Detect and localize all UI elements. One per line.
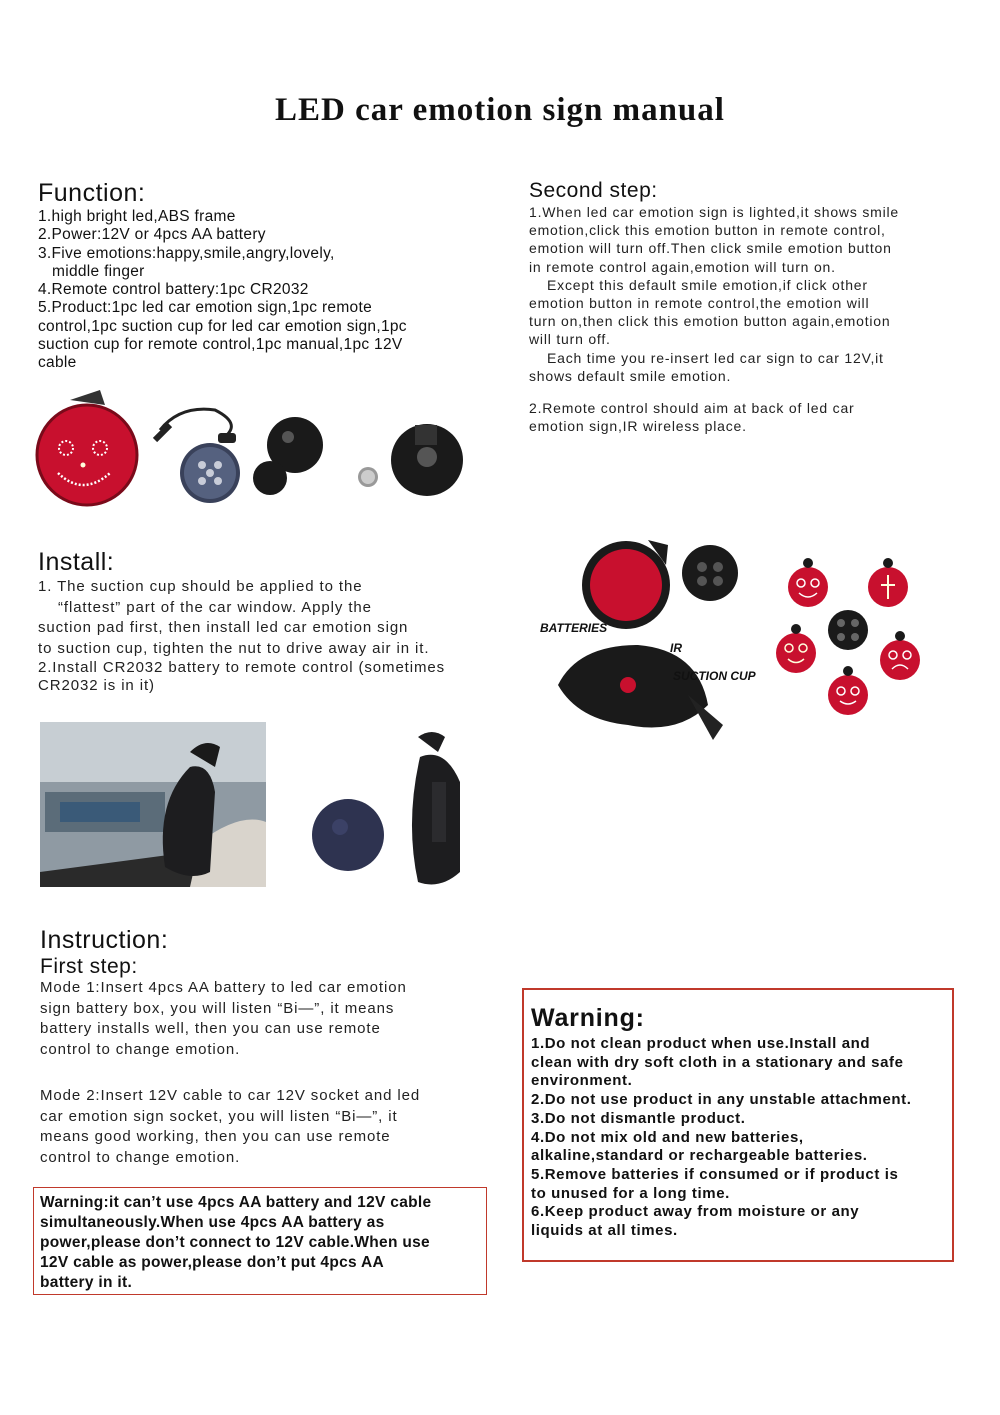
- battery-warning-line: battery in it.: [40, 1274, 133, 1291]
- second-step-line: emotion will turn off.Then click smile emotion button: [529, 240, 892, 257]
- function-item: 3.Five emotions:happy,smile,angry,lovely,: [38, 244, 335, 262]
- function-item: 4.Remote control battery:1pc CR2032: [38, 281, 309, 299]
- mode1-line: sign battery box, you will listen “Bi—”, it means: [40, 999, 395, 1017]
- remote-control-image: [155, 409, 240, 503]
- warning-item: 2.Do not use product in any unstable attachment.: [531, 1091, 912, 1109]
- install-line: 2.Install CR2032 battery to remote control (sometimes: [38, 659, 446, 676]
- warning-heading: Warning:: [531, 1004, 645, 1032]
- first-step-heading: First step:: [40, 955, 138, 978]
- second-step-line: turn on,then click this emotion button again,emotion: [529, 313, 891, 330]
- mode2-line: Mode 2:Insert 12V cable to car 12V socket and led: [40, 1087, 421, 1104]
- function-item: suction cup for remote control,1pc manual,1pc 12V: [38, 336, 403, 354]
- warning-item: 5.Remove batteries if consumed or if product is: [531, 1165, 899, 1183]
- function-item: 2.Power:12V or 4pcs AA battery: [38, 226, 266, 244]
- mode1-line: battery installs well, then you can use remote: [40, 1020, 381, 1037]
- parts-diagram: [538, 535, 968, 750]
- ir-label: IR: [670, 641, 682, 655]
- battery-warning-line: power,please don’t connect to 12V cable.When use: [40, 1234, 430, 1251]
- second-step-line: 2.Remote control should aim at back of led car: [529, 400, 855, 417]
- install-photos: [40, 722, 480, 890]
- second-step-heading: Second step:: [529, 179, 658, 202]
- product-photos: [30, 385, 480, 515]
- function-list: [38, 208, 478, 373]
- second-step-line: Each time you re-insert led car sign to car 12V,it: [547, 349, 884, 366]
- warning-item: 4.Do not mix old and new batteries,: [531, 1128, 804, 1146]
- second-step-text: [529, 203, 959, 435]
- function-item: 5.Product:1pc led car emotion sign,1pc remote: [38, 299, 373, 317]
- remote-back-image: [682, 545, 738, 601]
- warning-item: alkaline,standard or rechargeable batteries.: [531, 1147, 868, 1165]
- second-step-line: shows default smile emotion.: [529, 367, 732, 384]
- battery-warning-box: [33, 1187, 487, 1295]
- second-step-line: 1.When led car emotion sign is lighted,it shows smile: [529, 204, 899, 220]
- second-step-line: will turn off.: [529, 331, 611, 348]
- warning-item: environment.: [531, 1072, 633, 1090]
- install-text: [38, 577, 488, 695]
- mode1-line: Mode 1:Insert 4pcs AA battery to led car emotion: [40, 979, 407, 996]
- second-step-line: Except this default smile emotion,if click other: [547, 276, 868, 293]
- mode2-line: means good working, then you can use remote: [40, 1128, 391, 1145]
- warning-list: [531, 1035, 945, 1241]
- emotion-faces-image: [776, 558, 920, 715]
- install-line: 1. The suction cup should be applied to the: [38, 578, 363, 595]
- function-item: 1.high bright led,ABS frame: [38, 208, 236, 225]
- install-line: CR2032 is in it): [38, 677, 155, 694]
- function-item: middle finger: [52, 262, 145, 280]
- install-line: “flattest” part of the car window. Apply the: [58, 598, 372, 616]
- second-step-line: emotion button in remote control,the emotion will: [529, 295, 870, 312]
- second-step-line: emotion sign,IR wireless place.: [529, 418, 747, 435]
- install-line: to suction cup, tighten the nut to drive away air in it.: [38, 639, 430, 657]
- warning-box: [522, 988, 954, 1262]
- suction-cup-image: [253, 417, 323, 495]
- batteries-label: BATTERIES: [540, 621, 608, 635]
- warning-item: 6.Keep product away from moisture or any: [531, 1203, 860, 1221]
- suction-cup-label: SUCTION CUP: [673, 669, 756, 683]
- warning-item: clean with dry soft cloth in a stationary and safe: [531, 1053, 904, 1071]
- warning-item: liquids at all times.: [531, 1222, 678, 1240]
- mounted-remote-photo: [312, 799, 384, 871]
- function-item: cable: [38, 354, 77, 372]
- mode1-line: control to change emotion.: [40, 1040, 241, 1058]
- battery-warning-line: simultaneously.When use 4pcs AA battery as: [40, 1214, 385, 1231]
- second-step-line: emotion,click this emotion button in remote control,: [529, 222, 886, 239]
- mode2-line: car emotion sign socket, you will listen “Bi—”, it: [40, 1107, 398, 1125]
- warning-item: 1.Do not clean product when use.Install and: [531, 1035, 871, 1052]
- cr2032-battery-image: [358, 467, 378, 487]
- mounted-sign-photo: [412, 732, 460, 884]
- led-sign-image: [37, 390, 137, 505]
- install-line: suction pad first, then install led car emotion sign: [38, 619, 409, 636]
- mode1-text: [40, 978, 490, 1060]
- car-window-photo: [40, 722, 266, 887]
- suction-cup-mount-image: [558, 645, 723, 740]
- warning-item: 3.Do not dismantle product.: [531, 1109, 746, 1127]
- instruction-heading: Instruction:: [40, 926, 169, 954]
- second-step-line: in remote control again,emotion will turn on.: [529, 258, 836, 275]
- sign-back-image: [582, 540, 670, 629]
- warning-item: to unused for a long time.: [531, 1184, 730, 1202]
- battery-warning-line: Warning:it can’t use 4pcs AA battery and 12V cable: [40, 1194, 432, 1211]
- mode2-line: control to change emotion.: [40, 1148, 241, 1166]
- battery-warning-line: 12V cable as power,please don’t put 4pcs AA: [40, 1254, 384, 1271]
- mode2-text: [40, 1086, 490, 1168]
- suction-cup-large-image: [391, 424, 463, 496]
- install-heading: Install:: [38, 548, 115, 576]
- page-title: LED car emotion sign manual: [275, 92, 725, 128]
- function-item: control,1pc suction cup for led car emotion sign,1pc: [38, 317, 407, 335]
- function-heading: Function:: [38, 179, 146, 207]
